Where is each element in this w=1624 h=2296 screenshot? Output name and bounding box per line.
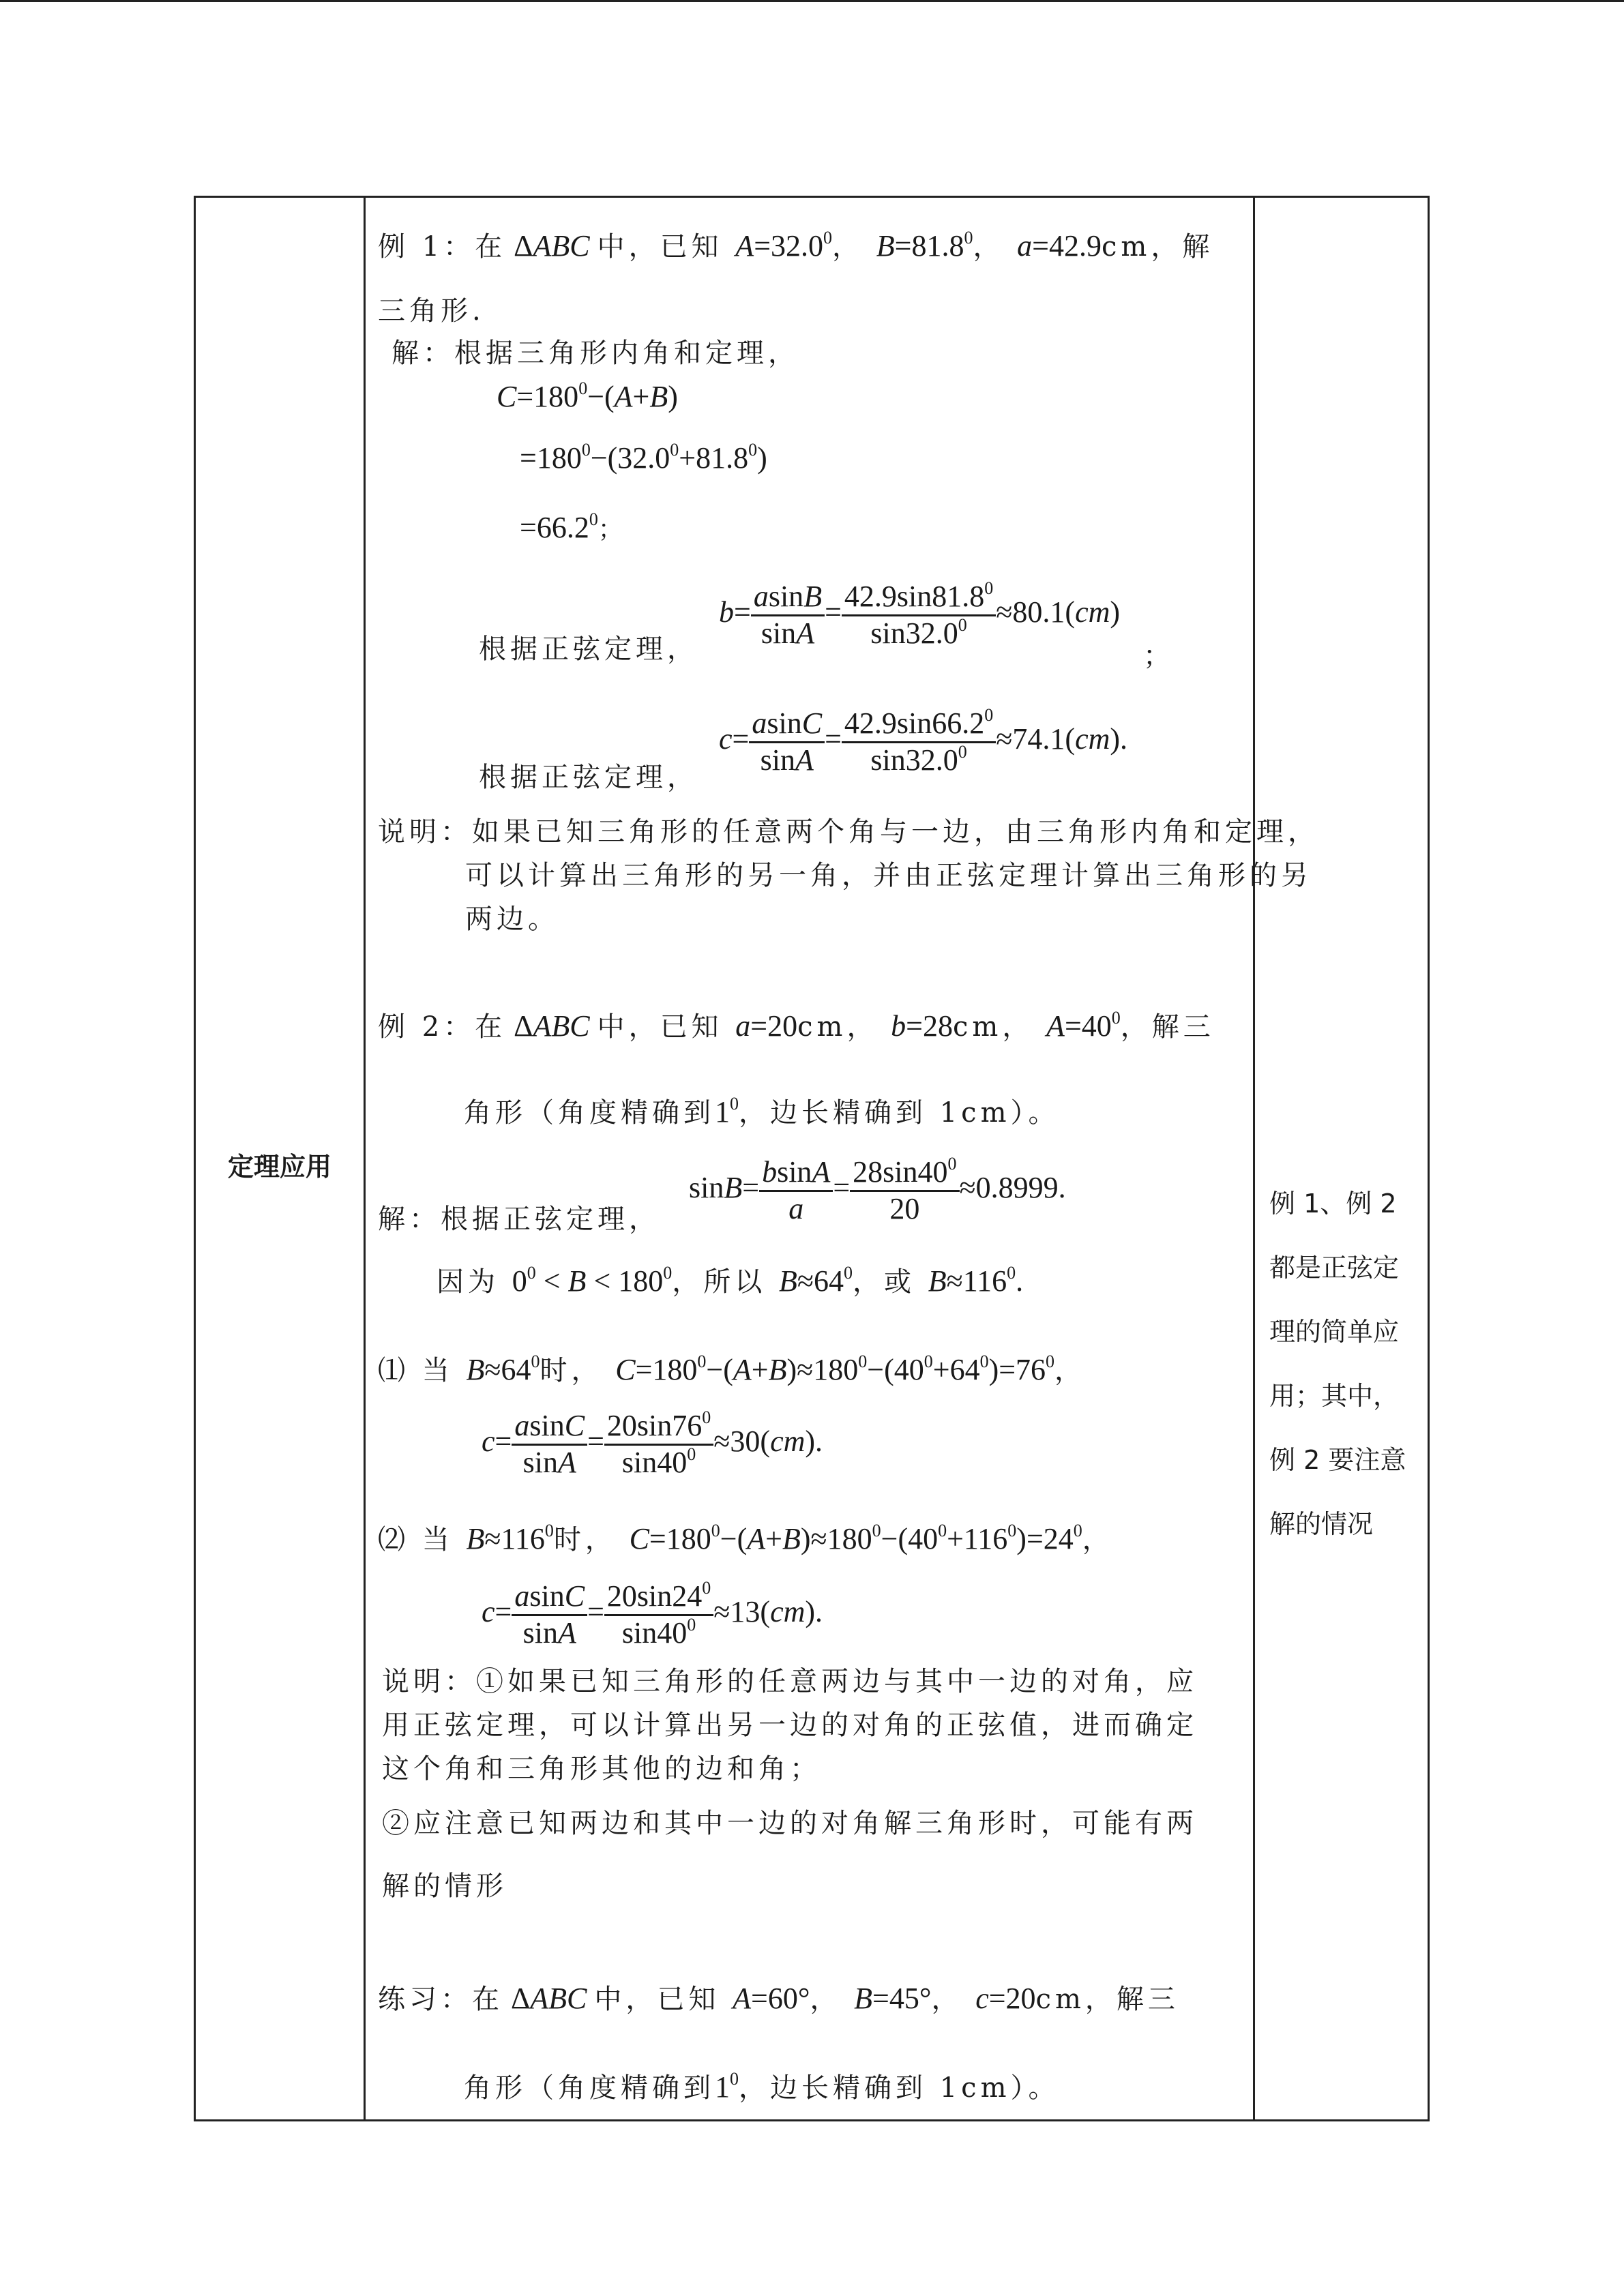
note-line: 理的简单应	[1269, 1317, 1400, 1347]
sine-rule-label: 根据正弦定理，	[479, 633, 698, 665]
equation-side-b: b= $\frac{asinB}{\sin A}$ = $\frac{42.9\sin 81.8^0}{\sin 32.0^0}$ ≈80.1(cm)	[719, 578, 1121, 650]
example-1-statement-cont: 三角形.	[378, 295, 485, 327]
note-line: 例 2 要注意	[1269, 1445, 1406, 1475]
example-2-statement-cont: 角形（角度精确到$1^0$，边长精确到 1cm）。	[464, 1094, 1060, 1129]
teaching-note	[1269, 1172, 1426, 1556]
example-1-note: 说明：如果已知三角形的任意两个角与一边，由三角形内角和定理，可以计算出三角形的另一角，并由正弦定理计算出三角形的另两边。	[378, 816, 1319, 935]
topic-label: 定理应用	[227, 1152, 331, 1182]
note-line: 用；其中，	[1269, 1381, 1400, 1411]
note-line: 例 1、例 2	[1269, 1189, 1397, 1219]
example-2-solution-intro: 解：根据正弦定理，	[378, 1204, 660, 1235]
column-divider	[1253, 198, 1255, 2119]
example-1-solution-intro: 解：根据三角形内角和定理，	[392, 338, 799, 369]
case-2: ⑵ 当 $B\approx 116^0$时， $C=180^0-(A+B)\approx 180^0-(40^0+116^0)=24^0$，	[378, 1521, 1114, 1555]
equation-side-c: c= $\frac{asinC}{\sin A}$ = $\frac{42.9\sin 66.2^0}{\sin 32.0^0}$ ≈74.1(cm).	[719, 705, 1128, 777]
equation-case-1-side-c: c= $\frac{asinC}{\sin A}$ = $\frac{20\sin 76^0}{\sin 40^0}$ ≈30(cm).	[482, 1407, 823, 1479]
top-border-line	[0, 0, 1624, 2]
note-line: 解的情况	[1269, 1509, 1374, 1539]
case-1: ⑴ 当 $B\approx 64^0$时， $C=180^0-(A+B)\approx 180^0-(40^0+64^0)=76^0$，	[378, 1352, 1087, 1386]
practice-statement-cont: 角形（角度精确到$1^0$，边长精确到 1cm）。	[464, 2069, 1060, 2104]
equation-angle-c-step2: $=180^0-(32.0^0+81.8^0)$	[520, 440, 767, 475]
equation-case-2-side-c: c= $\frac{asinC}{\sin A}$ = $\frac{20\sin 24^0}{\sin 40^0}$ ≈13(cm).	[482, 1578, 823, 1650]
note-line: 都是正弦定	[1269, 1253, 1400, 1283]
equation-angle-c-result: $=66.2^0$；	[520, 509, 623, 544]
example-1-statement: 例 1：在 ΔABC 中，已知 $A=32.0^0$， $B=81.8^0$， a=42.9cm，解	[378, 228, 1214, 263]
equation-angle-c: $C=180^0-(A+B)$	[497, 378, 678, 413]
sine-rule-label: 根据正弦定理，	[479, 762, 698, 793]
practice-statement: 练习：在 ΔABC 中，已知 A=60°， B=45°， c=20cm，解三	[378, 1982, 1179, 2015]
angle-b-range: 因为 $0^0 < B < 180^0$，所以 $B\approx 64^0$，或 $B\approx 116^0$.	[437, 1263, 1024, 1298]
example-2-statement: 例 2：在 ΔABC 中，已知 a=20cm， b=28cm， $A=40^0$，解三	[378, 1008, 1215, 1043]
equation-sin-b: sinB= $\frac{bsinA}{a}$ = $\frac{28\sin 40^0}{20}$ ≈0.8999.	[689, 1154, 1066, 1225]
example-2-note-1: 说明：①如果已知三角形的任意两边与其中一边的对角，应用正弦定理，可以计算出另一边的对角的正弦值，进而确定这个角和三角形其他的边和角；	[382, 1666, 1198, 1785]
semicolon: ；	[1143, 640, 1175, 672]
example-2-note-2: ②应注意已知两边和其中一边的对角解三角形时，可能有两解的情形	[382, 1808, 1198, 1902]
column-divider	[364, 198, 366, 2119]
